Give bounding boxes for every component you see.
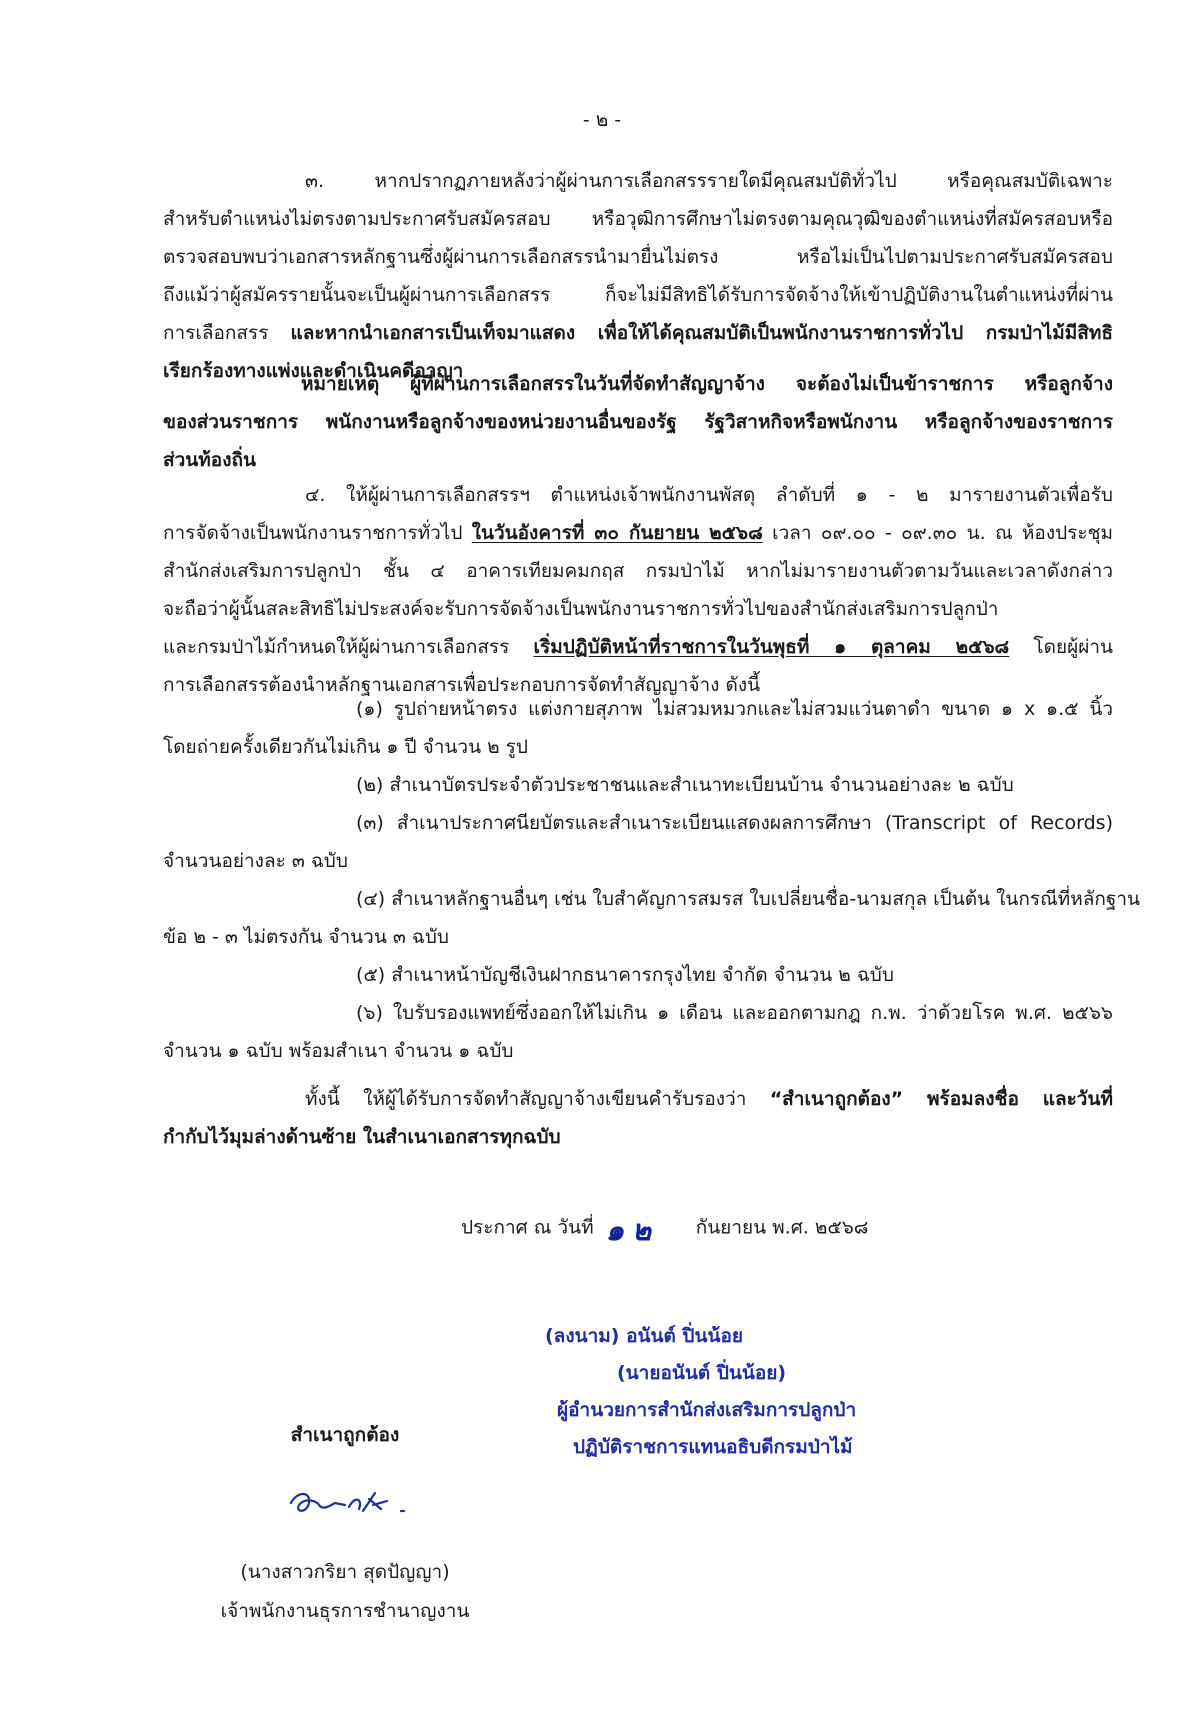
paragraph-line — [163, 514, 1113, 552]
text-run: การจัดจ้างเป็นพนักงานราชการทั่วไป — [163, 522, 472, 544]
paragraph-line — [163, 1080, 1113, 1118]
paragraph-line: ถึงแม้ว่าผู้สมัครรายนั้นจะเป็นผู้ผ่านการเลือกสรร ก็จะไม่มีสิทธิได้รับการจัดจ้างให้เข้าปฏิบัติงานในตำแหน่งที่ผ่าน — [163, 284, 1113, 306]
list-item-continuation: จำนวน ๑ ฉบับ พร้อมสำเนา จำนวน ๑ ฉบับ — [163, 1040, 514, 1062]
paragraph-line: ตรวจสอบพบว่าเอกสารหลักฐานซึ่งผู้ผ่านการเลือกสรรนำมายื่นไม่ตรง หรือไม่เป็นไปตามประกาศรับสมัครสอบ — [163, 246, 1113, 268]
handwritten-day — [600, 1210, 690, 1246]
paragraph-3 — [163, 162, 1113, 390]
list-item-continuation: โดยถ่ายครั้งเดียวกันไม่เกิน ๑ ปี จำนวน ๒ รูป — [163, 736, 528, 758]
list-item-continuation: จำนวนอย่างละ ๓ ฉบับ — [163, 850, 348, 872]
paragraph-line: การเลือกสรรต้องนำหลักฐานเอกสารเพื่อประกอบการจัดทำสัญญาจ้าง ดังนี้ — [163, 674, 761, 696]
paragraph-line: ๓. หากปรากฏภายหลังว่าผู้ผ่านการเลือกสรรรายใดมีคุณสมบัติทั่วไป หรือคุณสมบัติเฉพาะ — [305, 170, 1113, 192]
signer-title: ปฏิบัติราชการแทนอธิบดีกรมป่าไม้ — [573, 1436, 853, 1458]
list-item: (๖) ใบรับรองแพทย์ซึ่งออกให้ไม่เกิน ๑ เดือน และออกตามกฎ ก.พ. ว่าด้วยโรค พ.ศ. ๒๕๖๖ — [356, 1002, 1113, 1024]
text-run: การเลือกสรร — [163, 322, 291, 344]
signed-line: (ลงนาม) อนันต์ ปิ่นน้อย — [545, 1325, 744, 1347]
page-number: - ๒ - — [582, 109, 622, 131]
paragraph-line: ๔. ให้ผู้ผ่านการเลือกสรรฯ ตำแหน่งเจ้าพนักงานพัสดุ ลำดับที่ ๑ - ๒ มารายงานตัวเพื่อรับ — [305, 484, 1113, 506]
note-paragraph — [163, 365, 1113, 479]
text-run: เวลา ๐๙.๐๐ - ๐๙.๓๐ น. ณ ห้องประชุม — [762, 522, 1114, 544]
announcement-prefix: ประกาศ ณ วันที่ — [461, 1216, 594, 1239]
report-date: ในวันอังคารที่ ๓๐ กันยายน ๒๕๖๘ — [471, 522, 763, 544]
paragraph-line: กำกับไว้มุมล่างด้านซ้าย ในสำเนาเอกสารทุกฉบับ — [163, 1126, 561, 1148]
list-item: (๕) สำเนาหน้าบัญชีเงินฝากธนาคารกรุงไทย จำกัด จำนวน ๒ ฉบับ — [356, 964, 894, 986]
paragraph-line: จะถือว่าผู้นั้นสละสิทธิไม่ประสงค์จะรับการจัดจ้างเป็นพนักงานราชการทั่วไปของสำนักส่งเสริมการปลูกป่า — [163, 598, 999, 620]
signer-name: (นายอนันต์ ปิ่นน้อย) — [617, 1362, 787, 1384]
list-item-continuation: ข้อ ๒ - ๓ ไม่ตรงกัน จำนวน ๓ ฉบับ — [163, 926, 449, 948]
signer-block — [545, 1318, 945, 1466]
signature-image — [283, 1483, 433, 1525]
list-item: (๑) รูปถ่ายหน้าตรง แต่งกายสุภาพ ไม่สวมหมวกและไม่สวมแว่นตาดำ ขนาด ๑ x ๑.๕ นิ้ว — [356, 698, 1113, 720]
bold-text-run: “สำเนาถูกต้อง” พร้อมลงชื่อ และวันที่ — [769, 1088, 1113, 1110]
paragraph-4 — [163, 476, 1113, 704]
document-list — [163, 690, 1141, 1070]
note-line: ของส่วนราชการ พนักงานหรือลูกจ้างของหน่วยงานอื่นของรัฐ รัฐวิสาหกิจหรือพนักงาน หรือลูกจ้างของราชการ — [163, 411, 1113, 433]
list-item: (๔) สำเนาหลักฐานอื่นๆ เช่น ใบสำคัญการสมรส ใบเปลี่ยนชื่อ-นามสกุล เป็นต้น ในกรณีที่หลักฐาน — [356, 888, 1141, 910]
paragraph-line: สำหรับตำแหน่งไม่ตรงตามประกาศรับสมัครสอบ หรือวุฒิการศึกษาไม่ตรงตามคุณวุฒิของตำแหน่งที่สมัครสอบหรือ — [163, 208, 1113, 230]
start-date: เริ่มปฏิบัติหน้าที่ราชการในวันพุธที่ ๑ ตุลาคม ๒๕๖๘ — [533, 636, 1010, 658]
paragraph-line — [163, 628, 1113, 666]
certified-title: สำเนาถูกต้อง — [290, 1424, 400, 1446]
note-line: ส่วนท้องถิ่น — [163, 449, 256, 471]
announcement-suffix: กันยายน พ.ศ. ๒๕๖๘ — [695, 1216, 869, 1239]
closing-paragraph — [163, 1080, 1113, 1156]
announcement-date — [461, 1210, 868, 1246]
bold-text-run: และหากนำเอกสารเป็นเท็จมาแสดง เพื่อให้ได้คุณสมบัติเป็นพนักงานราชการทั่วไป กรมป่าไม้มีสิทธิ — [290, 322, 1114, 344]
text-run: โดยผู้ผ่าน — [1009, 636, 1113, 658]
text-run: และกรมป่าไม้กำหนดให้ผู้ผ่านการเลือกสรร — [163, 636, 534, 658]
text-run: ทั้งนี้ ให้ผู้ได้รับการจัดทำสัญญาจ้างเขียนคำรับรองว่า — [305, 1088, 770, 1110]
day-number: ๑๒ — [605, 1213, 660, 1247]
certified-name: (นางสาวกริยา สุดปัญญา) — [240, 1561, 450, 1583]
signer-title: ผู้อำนวยการสำนักส่งเสริมการปลูกป่า — [557, 1399, 857, 1421]
paragraph-line — [163, 314, 1113, 352]
paragraph-line: เรียกร้องทางแพ่งและดำเนินคดีอาญา — [163, 360, 464, 382]
list-item: (๓) สำเนาประกาศนียบัตรและสำเนาระเบียนแสดงผลการศึกษา (Transcript of Records) — [356, 812, 1113, 834]
list-item: (๒) สำเนาบัตรประจำตัวประชาชนและสำเนาทะเบียนบ้าน จำนวนอย่างละ ๒ ฉบับ — [356, 774, 1014, 796]
note-line: หมายเหตุ ผู้ที่ผ่านการเลือกสรรในวันที่จัดทำสัญญาจ้าง จะต้องไม่เป็นข้าราชการ หรือลูกจ้าง — [301, 373, 1113, 395]
certified-position: เจ้าพนักงานธุรการชำนาญงาน — [220, 1600, 470, 1622]
paragraph-line: สำนักส่งเสริมการปลูกป่า ชั้น ๔ อาคารเทียมคมกฤส กรมป่าไม้ หากไม่มารายงานตัวตามวันและเวลาดังกล่าว — [163, 560, 1113, 582]
